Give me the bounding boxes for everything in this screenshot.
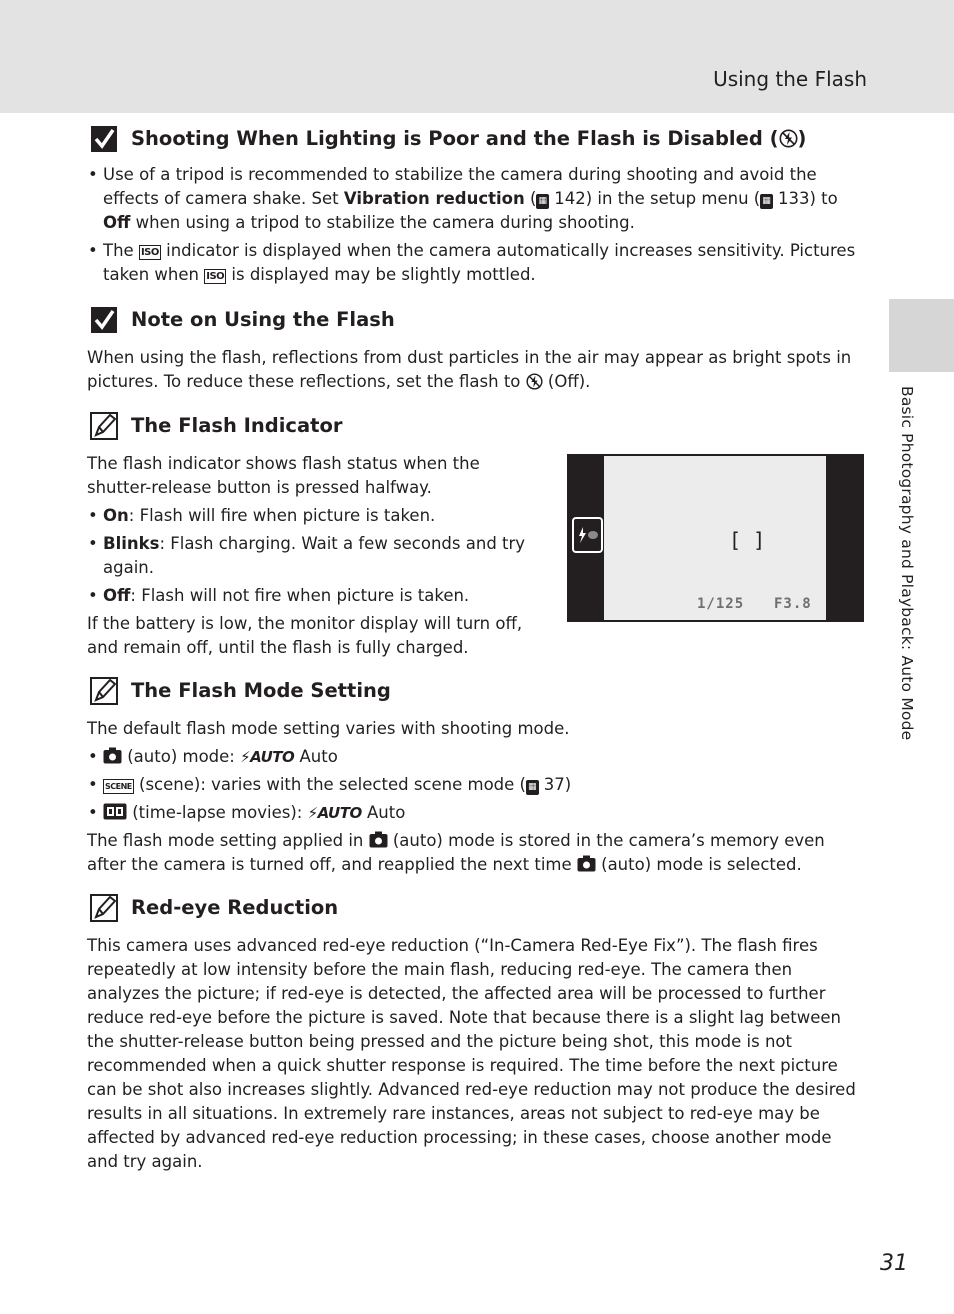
flash-off-icon	[526, 373, 543, 390]
list-item: • Blinks: Flash charging. Wait a few seconds and try again.	[87, 532, 537, 580]
section-title: The Flash Indicator	[131, 414, 343, 437]
iso-indicator-icon: ISO	[206, 271, 225, 282]
paragraph: If the battery is low, the monitor display will turn off, and remain off, until the flash is fully charged.	[87, 614, 523, 657]
list-item: • SCENE (scene): varies with the selected scene mode ( ▦ 37)	[87, 773, 864, 797]
list-item: • (auto) mode: ⚡AUTO Auto	[87, 745, 864, 769]
list-item: • (time-lapse movies): ⚡AUTO Auto	[87, 801, 864, 825]
monitor-screen	[604, 456, 826, 620]
iso-indicator-icon: ISO	[140, 247, 159, 258]
section-heading	[87, 123, 864, 153]
check-mark-icon	[90, 125, 118, 153]
section-title: Shooting When Lighting is Poor and the Flash is Disabled ( )	[131, 127, 807, 150]
paragraph: When using the flash, reflections from dust particles in the air may appear as bright spots in pictures. To reduce these reflections, set the flash to (Off).	[87, 348, 852, 391]
section-note-flash	[87, 304, 864, 394]
section-heading	[87, 675, 864, 705]
section-heading	[87, 304, 864, 334]
list-item: • The ISO indicator is displayed when the camera automatically increases sensitivity. Pictures taken when ISO is displayed may be slightly mottled.	[87, 239, 864, 287]
monitor-illustration	[567, 454, 864, 622]
paragraph: The default flash mode setting varies with shooting mode.	[87, 719, 570, 738]
paragraph: The flash indicator shows flash status when the shutter-release button is pressed halfway.	[87, 454, 480, 497]
focus-area-bracket: [ ]	[729, 528, 766, 552]
paragraph: The flash mode setting applied in (auto) mode is stored in the camera’s memory even after the camera is turned off, and reapplied the next time (auto) mode is selected.	[87, 831, 825, 874]
flash-off-icon	[779, 129, 798, 148]
camera-icon	[103, 747, 122, 764]
time-lapse-icon	[103, 803, 127, 820]
page-header-title: Using the Flash	[713, 67, 867, 91]
reference-icon: ▦	[536, 194, 549, 209]
section-heading	[87, 410, 537, 440]
section-flash-disabled	[87, 123, 864, 287]
chapter-tab	[889, 299, 954, 372]
page-number: 31	[880, 1251, 908, 1276]
shutter-speed-readout: 1/125	[697, 596, 745, 612]
section-title: The Flash Mode Setting	[131, 679, 391, 702]
pencil-note-icon	[90, 894, 118, 922]
reference-icon: ▦	[760, 194, 773, 209]
section-flash-indicator	[87, 410, 537, 660]
reference-icon: ▦	[526, 780, 539, 795]
paragraph: This camera uses advanced red-eye reduction (“In-Camera Red-Eye Fix”). The flash fires repeatedly at low intensity before the main flash, reducing red-eye. The camera then analyzes the picture; if red-eye is detected, the affected area will be processed to further reduce red-eye before the picture is saved. Note that because there is a slight lag between the shutter-release button being pressed and the picture being shot, this mode is not recommended when a quick shutter response is required. The time before the next picture can be shot also increases slightly. Advanced red-eye reduction may not produce the desired results in all situations. In extremely rare instances, areas not subject to red-eye may be affected by advanced red-eye reduction processing; in these cases, choose another mode and try again.	[87, 936, 856, 1171]
flash-auto-icon: ⚡AUTO	[240, 748, 295, 766]
section-flash-mode	[87, 675, 864, 877]
scene-icon: SCENE	[103, 779, 134, 794]
header-band	[0, 0, 954, 113]
flash-auto-icon: ⚡AUTO	[307, 804, 362, 822]
section-red-eye	[87, 892, 864, 1174]
section-heading	[87, 892, 864, 922]
camera-icon	[577, 855, 596, 872]
check-mark-icon	[90, 306, 118, 334]
flash-indicator-icon	[572, 517, 603, 553]
pencil-note-icon	[90, 412, 118, 440]
section-title: Note on Using the Flash	[131, 308, 395, 331]
camera-icon	[369, 831, 388, 848]
chapter-tab-label: Basic Photography and Playback: Auto Mode	[898, 386, 916, 741]
list-item: • Use of a tripod is recommended to stabilize the camera during shooting and avoid the effects of camera shake. Set Vibration reduction ( ▦ 142) in the setup menu ( ▦ 133) to Off when using a tripod to stabilize the camera during shooting.	[87, 163, 864, 235]
list-item: • On: Flash will fire when picture is taken.	[87, 504, 537, 528]
section-title: Red-eye Reduction	[131, 896, 339, 919]
list-item: • Off: Flash will not fire when picture is taken.	[87, 584, 537, 608]
aperture-readout: F3.8	[774, 596, 812, 612]
pencil-note-icon	[90, 677, 118, 705]
